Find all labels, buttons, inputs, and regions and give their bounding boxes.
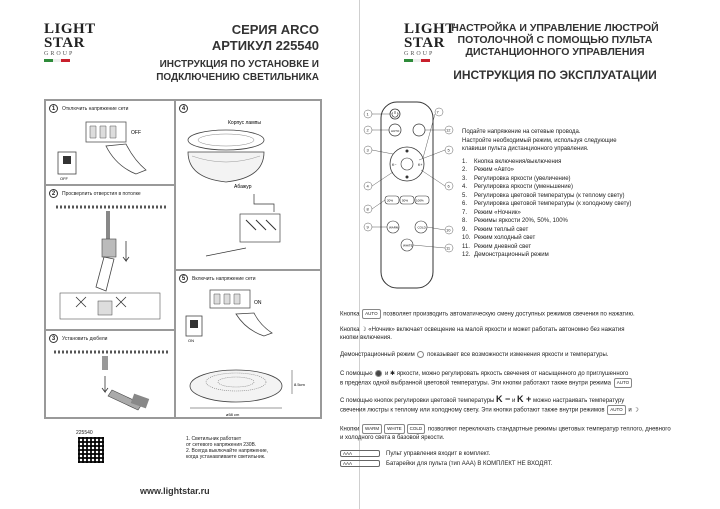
website-link[interactable]: www.lightstar.ru [140,486,210,496]
auto-button-description: Кнопка AUTO позволяет производить автоматическую смену доступных режимов свечения по нажатию. [340,311,635,318]
key-item: 1. Кнопка включения/выключения [462,158,562,165]
svg-text:2: 2 [366,127,369,133]
svg-text:12: 12 [446,127,451,133]
key-item: 7. Режим «Ночник» [462,209,521,216]
svg-text:8.5cm: 8.5cm [294,382,305,387]
key-item: 3. Регулировка яркости (увеличение) [462,175,571,182]
svg-text:K+: K+ [418,163,423,167]
svg-text:ON: ON [254,300,262,306]
svg-text:WARM: WARM [389,225,399,230]
svg-text:COLD: COLD [417,225,426,230]
step-2-panel: 2 Просверлить отверстия в потолке [45,185,175,330]
auto-chip-icon: AUTO [614,378,632,388]
demo-mode-description: Демонстрационный режим показывает все возможности изменения яркости и температуры. [340,352,609,359]
moon-icon: ☽ [361,327,367,333]
lamp-assembly-illustration [176,116,318,271]
remote-title: НАСТРОЙКА И УПРАВЛЕНИЕ ЛЮСТРОЙ ПОТОЛОЧНОЙ С ПОМОЩЬЮ ПУЛЬТА ДИСТАНЦИОННОГО УПРАВЛЕНИЯ [451,22,659,58]
auto-chip-icon: AUTO [362,309,380,319]
intro-text: Подайте напряжение на сетевые провода. Настройте необходимый режим, используя следующие клавиши пульта дистанционного управления. [462,129,617,152]
warm-chip-icon: WARM [362,424,382,434]
svg-text:5: 5 [447,147,450,153]
key-item: 5. Регулировка цветовой температуры (к теплому свету) [462,192,625,199]
svg-text:10: 10 [446,227,451,233]
battery-icon: ААА [340,450,380,457]
installation-subtitle: ИНСТРУКЦИЯ ПО УСТАНОВКЕ И ПОДКЛЮЧЕНИЮ СВЕТИЛЬНИКА [156,59,319,83]
night-mode-description: Кнопка ☽ «Ночник» включает освещение на малой яркости и может работать автономно без нажатия кнопки включения. [340,327,625,341]
battery-info [340,450,552,467]
demo-icon [417,351,424,358]
battery-row: ААА Пульт управления входит в комплект. [340,450,552,457]
key-item: 2. Режим «Авто» [462,167,514,173]
key-item: 6. Регулировка цветовой температуры (к холодному свету) [462,201,632,207]
article-number: 225540 [76,430,93,436]
brightness-down-icon: ✱ [390,371,396,378]
switch-off-illustration [46,116,172,186]
moon-icon: ☽ [633,407,639,414]
key-item: 11. Режим дневной свет [462,243,532,250]
svg-text:9: 9 [366,224,369,230]
brand-logo: LIGHT STAR GROUP [44,22,96,62]
svg-text:OFF: OFF [60,176,68,181]
cold-chip-icon: COLD [407,424,426,434]
svg-text:4: 4 [366,183,369,189]
step-3-panel: 3 Установить дюбели [45,330,175,418]
battery-row: ААА Батарейки для пульта (тип ААА) В КОМПЛЕКТ НЕ ВХОДЯТ. [340,460,552,467]
step-1-panel: 1 Отключить напряжение сети OFF OFF [45,100,175,185]
svg-text:ø58 cm: ø58 cm [226,412,240,417]
svg-text:K−: K− [392,163,397,167]
preset-buttons-description: Кнопки WARM WHITE COLD позволяют переключать стандартные режимы цветовых температур теплого, дневного и холодного света в базовой яркости. [340,426,671,441]
svg-text:11: 11 [446,245,451,251]
step-5-panel: 5 Включить напряжение сети ON ON 8.5cm ø58 cm [175,270,321,418]
brightness-description: С помощью и ✱ яркости, можно регулировать яркость свечения от насыщенного до приглушенного в пределах одной выбранной цветовой температуры. Эти кнопки работают также внутри режима AUTO [340,370,690,388]
svg-text:100%: 100% [416,198,424,203]
key-item: 12. Демонстрационный режим [462,252,549,258]
svg-text:20%: 20% [387,198,394,203]
auto-chip-icon: AUTO [607,405,625,415]
remote-key-list [462,128,662,260]
step-4-panel: 4 Корпус лампы Абажур [175,100,321,270]
color-temp-description: С помощью кнопок регулировки цветовой температуры K − и K + можно настраивать температуру свечения люстры к теплому или холодному свету. Эти кнопки работают также внутри режимов AUTO и ☽ [340,394,639,414]
switch-on-illustration [176,286,318,420]
svg-text:Абажур: Абажур [234,184,252,190]
key-item: 4. Регулировка яркости (уменьшение) [462,184,573,190]
qr-code-icon[interactable] [78,437,104,463]
remote-control-illustration [363,100,459,290]
svg-text:3: 3 [366,147,369,153]
operation-subtitle: ИНСТРУКЦИЯ ПО ЭКСПЛУАТАЦИИ [453,68,657,82]
svg-text:OFF: OFF [131,130,141,136]
key-item: 10. Режим холодный свет [462,235,536,241]
battery-icon: ААА [340,460,380,467]
brightness-up-icon [375,370,382,377]
installation-steps-grid [44,99,322,419]
series-title: СЕРИЯ ARCO АРТИКУЛ 225540 [211,22,319,53]
key-item: 8. Режимы яркости 20%, 50%, 100% [462,218,568,224]
brand-logo-right: LIGHT STAR GROUP [404,22,456,62]
svg-text:7: 7 [436,109,439,115]
svg-text:8: 8 [366,206,369,212]
white-chip-icon: WHITE [384,424,405,434]
svg-text:ON: ON [188,338,194,343]
safety-notes: 1. Светильник работает от сетевого напряжения 230В. 2. Всегда выключайте напряжение, когда устанавливаете светильник. [186,436,269,460]
drill-ceiling-illustration [46,201,172,331]
svg-text:Корпус лампы: Корпус лампы [228,120,261,126]
italy-flag-icon [44,59,70,62]
dowels-illustration [46,346,172,418]
svg-text:50%: 50% [402,198,409,203]
svg-text:AUTO: AUTO [391,129,400,133]
svg-text:6: 6 [447,183,450,189]
svg-text:WHITE: WHITE [403,243,413,248]
svg-text:1: 1 [366,111,369,117]
italy-flag-icon [404,59,430,62]
key-item: 9. Режим теплый свет [462,226,529,233]
